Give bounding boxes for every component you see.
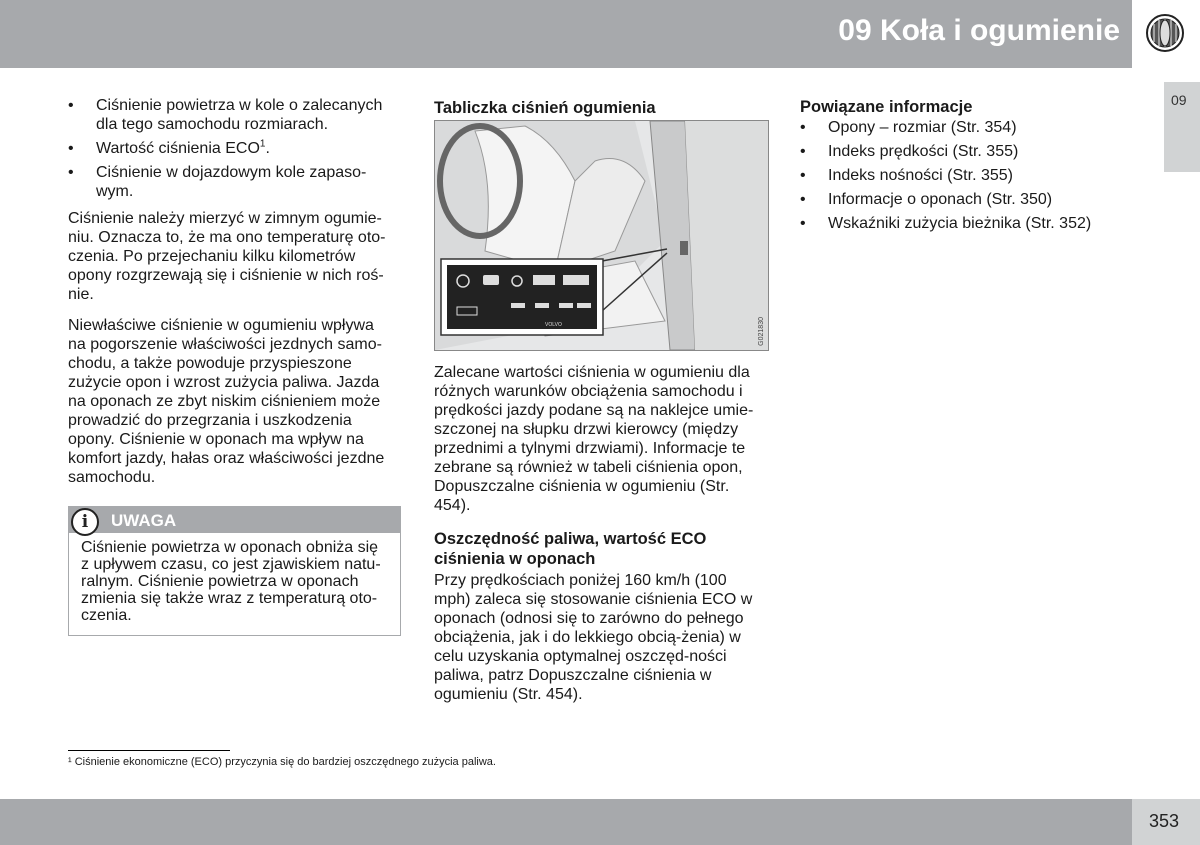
chapter-icon-box [1132,0,1200,68]
paragraph-recommended-values: Zalecane wartości ciśnienia w ogumieniu dla różnych warunków obciążenia samochodu i prędkości jazdy podane są na naklejce umie-szczonej na słupku drzwi kierowcy (między przednimi a tylnymi drzwiami). Informacje te zebrane są również w tabeli ciśnienia opon, Dopuszczalne ciśnienia w ogumieniu (Str. 454). [434,364,754,514]
column-middle [434,98,767,120]
chapter-tab[interactable] [1164,82,1200,172]
footnote-divider [68,750,230,751]
related-link[interactable]: • Opony – rozmiar (Str. 354) [800,118,1130,137]
tire-icon [1132,0,1200,68]
chapter-title: 09 Koła i ogumienie [838,14,1120,47]
figure-code: G021830 [758,317,765,346]
tire-pressure-label-figure [434,120,769,351]
chapter-header [0,0,1132,68]
related-link[interactable]: • Informacje o oponach (Str. 350) [800,190,1130,209]
door-pillar-illustration [435,121,768,350]
page-number-box [1132,799,1200,845]
related-links-list [800,118,1130,233]
column-right [800,97,1130,241]
figure-brand: VOLVO [545,322,562,328]
column-left [68,96,396,499]
page-footer [0,799,1132,845]
note-box [68,506,401,636]
info-icon: i [71,508,99,536]
footnote-ref[interactable]: 1 [259,138,266,150]
footnote: ¹ Ciśnienie ekonomiczne (ECO) przyczynia się do bardziej oszczędnego zużycia paliwa. [68,756,496,768]
paragraph-cold-measurement: Ciśnienie należy mierzyć w zimnym ogumie-niu. Oznacza to, że ma ono temperaturę oto-czenia. Po przejechaniu kilku kilometrów opony rozgrzewają się i ciśnienie w nich roś-nie. [68,210,386,303]
related-info-heading: Powiązane informacje [800,98,973,116]
related-link[interactable]: • Indeks nośności (Str. 355) [800,166,1130,185]
related-link[interactable]: • Indeks prędkości (Str. 355) [800,142,1130,161]
list-item: • Ciśnienie w dojazdowym kole zapaso-wym. [68,163,396,201]
note-body: Ciśnienie powietrza w oponach obniża się z upływem czasu, co jest zjawiskiem natu-ralnym. Ciśnienie powietrza w oponach zmienia się także wraz z temperaturą oto-czenia. [81,539,381,624]
note-title: UWAGA [111,511,177,530]
chapter-tab-label: 09 [1171,92,1187,108]
paragraph-eco: Przy prędkościach poniżej 160 km/h (100 mph) zaleca się stosowanie ciśnienia ECO w oponach (odnosi się to zarówno do pełnego obciążenia, jak i do lekkiego obcią-żenia) w celu uzyskania optymalnej oszczęd-ności paliwa, patrz Dopuszczalne ciśnienia w ogumieniu (Str. 454). [434,572,753,703]
related-link[interactable]: • Wskaźniki zużycia bieżnika (Str. 352) [800,214,1130,233]
list-item: • Wartość ciśnienia ECO$^1$. [68,139,396,158]
paragraph-wrong-pressure: Niewłaściwe ciśnienie w ogumieniu wpływa na pogorszenie właściwości jezdnych samo-chodu, a także powoduje przyspieszone zużycie opon i wzrost zużycia paliwa. Jazda na oponach ze zbyt niskim ciśnieniem może prowadzić do przegrzania i uszkodzenia opony. Ciśnienie w oponach ma wpływ na komfort jazdy, hałas oraz właściwości jezdne samochodu. [68,317,385,486]
section-heading-eco: Oszczędność paliwa, wartość ECO ciśnienia w oponach [434,530,707,568]
column-middle-text [434,363,767,716]
pressure-list [68,96,396,201]
page-number: 353 [1149,811,1180,831]
section-heading-tire-label: Tabliczka ciśnień ogumienia [434,99,656,117]
note-header [69,507,400,533]
list-item: • Ciśnienie powietrza w kole o zalecanych dla tego samochodu rozmiarach. [68,96,396,134]
